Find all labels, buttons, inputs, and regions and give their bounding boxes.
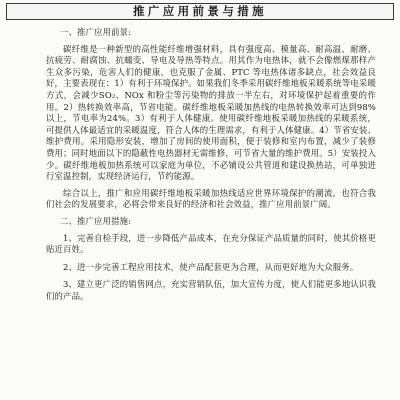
section-heading-measures: 二、推广应用措施:: [60, 215, 132, 226]
measure-item-3: 3、建立更广泛的销售网点，充实营销队伍，加大宣传力度，使人们能更多地认识我们的产品。: [46, 279, 376, 301]
paragraph-summary: 综合以上，推广和应用碳纤维地板采暖加热线适应世界环境保护的潮流，也符合我们社会的发展要求，必将会带来良好的经济和社会效益，推广应用前景广阔。: [46, 187, 376, 210]
measure-item-2: 2、进一步完善工程应用技术，使产品配套更为合理，从而更好地为大众服务。: [63, 261, 359, 272]
section-heading-prospects: 一、推广应用前景:: [60, 27, 132, 37]
paragraph-carbon-fiber-benefits: 碳纤维是一种新型的高性能纤维增强材料，具有强度高、模量高、耐高温、耐磨、抗疲劳、耐腐蚀、抗蠕变、导电及导热等特点。用其作为电热体，就不会像燃煤那样产生众多污染，危害人们的健康，也克服了金属、PTC 等电热体诸多缺点，社会效益良好，主要表现在：1）有利于环境保护。如果我们冬季采用碳纤维地板采暖系统等电采暖方式，会减少SO₂、NOx 和粉尘等污染物的排放一半左右，对环境保护起着重要的作用。2）热转换效率高，节省电能。碳纤维地板采暖加热线的电热转换效率可达到98%以上，节电率为24%。3）有利于人体健康。使用碳纤维地板采暖加热线的采暖系统，可提供人体最适宜的采暖温度，符合人体的生理需求，有利于人体健康。4）节省安装、维护费用。采用隐形安装，增加了房间的使用面积，便于装修和室内布置，减少了装修费用；同时地面以下的隐蔽性电热器材无需维修，可节省大量的维护费用。5）安装投入少。碳纤维地板加热系统可以家庭为单位，不必铺设公共管道和建设换热站，可单独进行室温控制，实现经济运行，节约能源。: [46, 43, 376, 182]
measure-item-1: 1、完善自检手段，进一步降低产品成本，在充分保证产品质量的同时，使其价格更贴近百姓。: [46, 232, 376, 255]
document-title: 推广应用前景与措施: [6, 3, 394, 20]
document-body: [46, 27, 376, 308]
